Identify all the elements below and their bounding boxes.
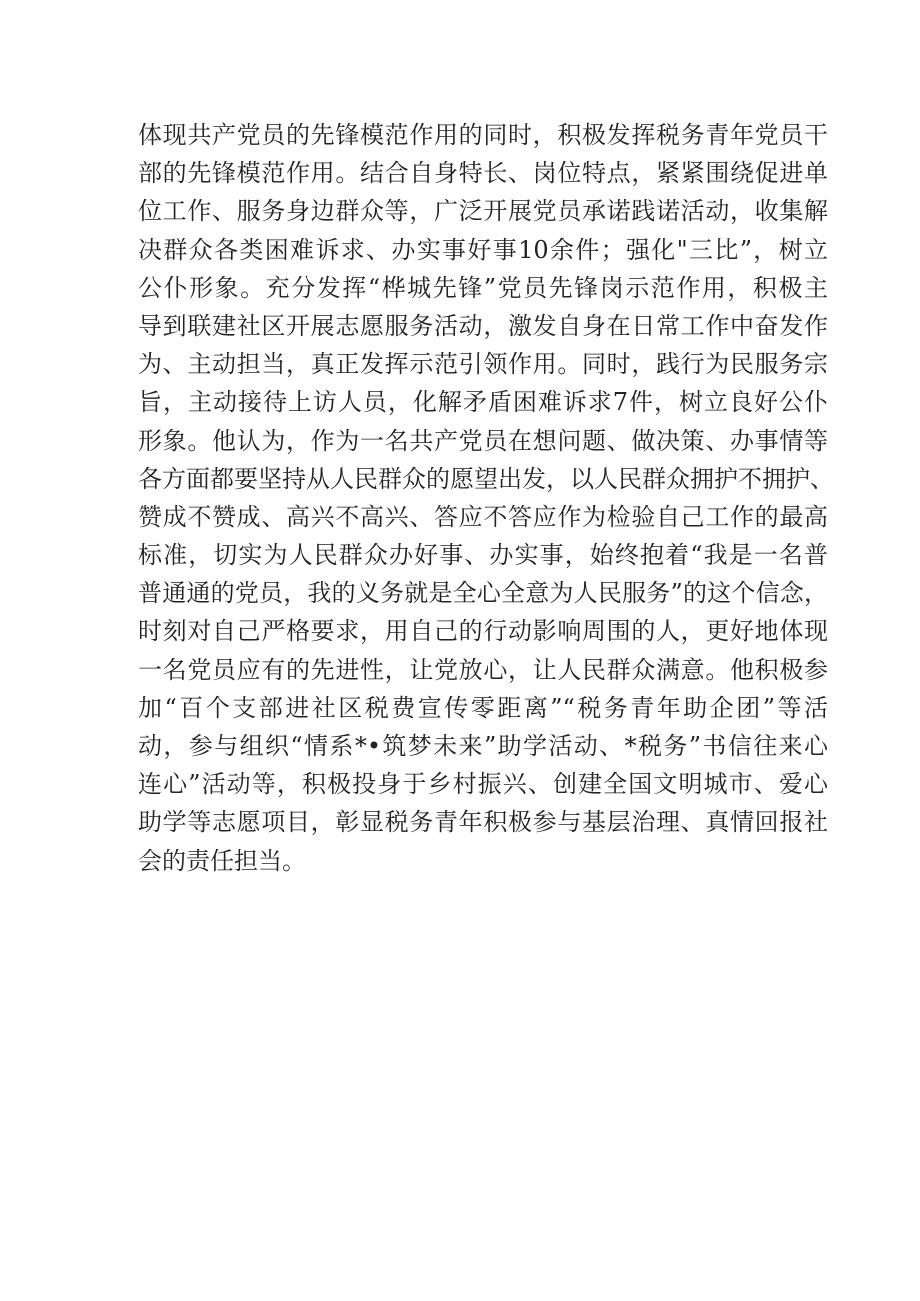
text-line: 普通通的党员，我的义务就是全心全意为人民服务”的这个信念， [138, 579, 828, 608]
text-line: 旨，主动接待上访人员，化解矛盾困难诉求7件，树立良好公仆 [138, 388, 828, 417]
body-paragraph [138, 116, 834, 880]
text-line: 标准，切实为人民群众办好事、办实事，始终抱着“我是一名普 [138, 541, 828, 570]
text-line: 部的先锋模范作用。结合自身特长、岗位特点，紧紧围绕促进单 [138, 159, 828, 188]
text-line: 形象。他认为，作为一名共产党员在想问题、做决策、办事情等 [138, 426, 828, 455]
text-line: 决群众各类困难诉求、办实事好事10余件；强化"三比”，树立 [138, 235, 828, 264]
text-line: 动，参与组织“情系*•筑梦未来”助学活动、*税务”书信往来心 [138, 732, 828, 760]
text-line: 各方面都要坚持从人民群众的愿望出发，以人民群众拥护不拥护、 [138, 464, 834, 493]
text-line: 一名党员应有的先进性，让党放心，让人民群众满意。他积极参 [138, 655, 828, 684]
text-line: 位工作、服务身边群众等，广泛开展党员承诺践诺活动，收集解 [138, 197, 828, 226]
text-line: 为、主动担当，真正发挥示范引领作用。同时，践行为民服务宗 [138, 350, 828, 379]
text-line: 会的责任担当。 [138, 846, 306, 875]
text-line: 加“百个支部进社区税费宣传零距离”“税务青年助企团”等活 [138, 693, 828, 722]
text-line: 时刻对自己严格要求，用自己的行动影响周围的人，更好地体现 [138, 617, 828, 646]
text-line: 导到联建社区开展志愿服务活动，激发自身在日常工作中奋发作 [138, 311, 828, 340]
text-line: 连心”活动等，积极投身于乡村振兴、创建全国文明城市、爱心 [138, 770, 828, 799]
text-line: 公仆形象。充分发挥“桦城先锋”党员先锋岗示范作用，积极主 [138, 273, 828, 302]
text-line: 赞成不赞成、高兴不高兴、答应不答应作为检验自己工作的最高 [138, 502, 828, 531]
text-line: 体现共产党员的先锋模范作用的同时，积极发挥税务青年党员干 [138, 121, 828, 149]
text-line: 助学等志愿项目，彰显税务青年积极参与基层治理、真情回报社 [138, 808, 828, 837]
